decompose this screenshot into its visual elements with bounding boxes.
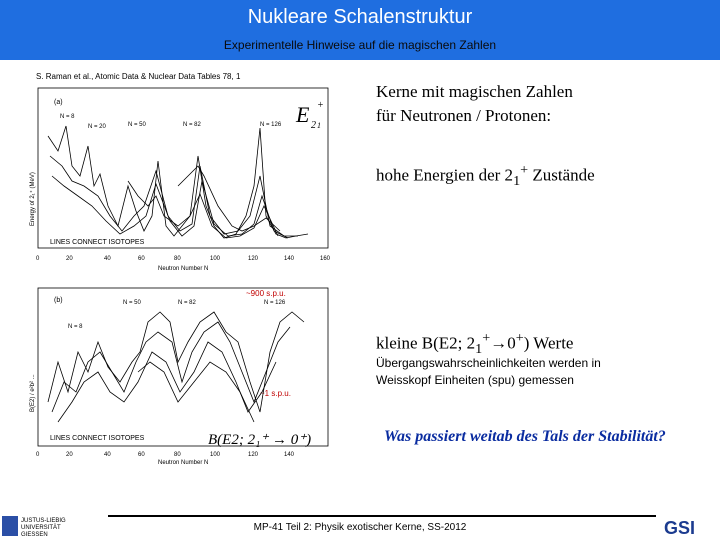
svg-text:0: 0 [36, 452, 40, 458]
be2-sup: + [482, 330, 491, 346]
svg-text:120: 120 [248, 256, 259, 262]
be2-sup2: + [515, 330, 524, 346]
energy-plot [28, 66, 338, 274]
svg-text:60: 60 [138, 452, 145, 458]
energies-sup: + [520, 162, 529, 178]
energy-curves [48, 126, 308, 238]
slide-subtitle: Experimentelle Hinweise auf die magischen Zahlen [223, 38, 497, 52]
svg-text:100: 100 [210, 256, 221, 262]
footer-course: MP-41 Teil 2: Physik exotischer Kerne, SS-2012 [253, 522, 467, 533]
svg-text:20: 20 [66, 452, 73, 458]
be2-prefix: kleine B(E2; 2 [376, 333, 476, 353]
panel-b-label: (b) [54, 297, 63, 304]
svg-text:40: 40 [104, 256, 111, 262]
energies-sub: 1 [513, 173, 521, 190]
lines-connect-note-b: LINES CONNECT ISOTOPES [50, 435, 145, 442]
slide-title: Nukleare Schalenstruktur [247, 6, 473, 28]
svg-text:100: 100 [210, 452, 221, 458]
be2-sub: 1 [475, 341, 483, 358]
high-energies-text [376, 162, 595, 190]
lines-connect-note-a: LINES CONNECT ISOTOPES [50, 239, 145, 246]
y-axis-label-b: B(E2) / e²b² ... [30, 374, 36, 412]
svg-text:GIESSEN: GIESSEN [21, 532, 48, 538]
be2-formula-label: B(E2; 2₁⁺ → 0⁺) [208, 432, 312, 448]
title-bar [0, 0, 720, 60]
gsi-logo [662, 516, 718, 538]
svg-text:0: 0 [36, 256, 40, 262]
magic-label-50: N = 50 [128, 122, 146, 128]
footer-divider [108, 515, 656, 517]
transition-note [376, 355, 601, 389]
magic-label-82: N = 82 [183, 122, 201, 128]
svg-text:120: 120 [248, 452, 259, 458]
magic-label-8: N = 8 [60, 114, 75, 120]
energies-prefix: hohe Energien der 2 [376, 165, 514, 185]
svg-text:20: 20 [66, 256, 73, 262]
magic-label-20: N = 20 [88, 124, 106, 130]
svg-text:GSI: GSI [664, 518, 696, 538]
svg-text:140: 140 [284, 256, 295, 262]
stability-question: Was passiert weitab des Tals der Stabilität? [384, 428, 666, 445]
magic-label-50-b: N = 50 [123, 300, 141, 306]
x-axis-label-a: Neutron Number N [158, 266, 209, 272]
panel-a-label: (a) [54, 99, 63, 106]
be2-suffix: ) Werte [523, 333, 574, 353]
plot-frame-b [38, 288, 328, 446]
magic-label-8-b: N = 8 [68, 324, 83, 330]
svg-text:JUSTUS-LIEBIG: JUSTUS-LIEBIG [21, 518, 66, 524]
plot-frame [38, 88, 328, 248]
magic-label-126: N = 126 [260, 122, 282, 128]
transition-line-2: Weisskopf Einheiten (spu) gemessen [376, 373, 574, 387]
svg-text:UNIVERSITÄT: UNIVERSITÄT [21, 525, 61, 531]
x-ticks-a [36, 256, 331, 262]
magic-label-82-b: N = 82 [178, 300, 196, 306]
svg-text:60: 60 [138, 256, 145, 262]
small-be2-text [376, 330, 573, 358]
annotation-900-spu: ~900 s.p.u. [246, 289, 286, 298]
magic-label-126-b: N = 126 [264, 300, 286, 306]
svg-text:E: E [296, 102, 310, 127]
figure-citation: S. Raman et al., Atomic Data & Nuclear Data Tables 78, 1 [36, 72, 241, 81]
figure-panel-energies [28, 66, 338, 274]
svg-text:80: 80 [174, 256, 181, 262]
transition-line-1: Übergangswahrscheinlichkeiten werden in [376, 356, 601, 370]
x-axis-label-b: Neutron Number N [158, 460, 209, 466]
svg-text:160: 160 [320, 256, 331, 262]
svg-text:2: 2 [311, 120, 316, 131]
figure-panel-be2 [28, 282, 338, 466]
magic-line-1: Kerne mit magischen Zahlen [376, 82, 573, 101]
be2-curves [48, 312, 304, 422]
svg-text:140: 140 [284, 452, 295, 458]
svg-text:1: 1 [317, 121, 321, 130]
e2-symbol [295, 100, 324, 131]
svg-text:+: + [317, 100, 324, 111]
magic-line-2: für Neutronen / Protonen: [376, 106, 552, 125]
svg-text:80: 80 [174, 452, 181, 458]
energies-suffix: Zustände [528, 165, 595, 185]
svg-text:40: 40 [104, 452, 111, 458]
x-ticks-b [36, 452, 295, 458]
be2-plot [28, 282, 338, 466]
magic-numbers-text [376, 80, 573, 128]
annotation-1-spu: ~1 s.p.u. [260, 389, 291, 398]
be2-arrow: →0 [490, 333, 516, 353]
y-axis-label-a: Energy of 2₁⁺ (MeV) [30, 172, 36, 226]
